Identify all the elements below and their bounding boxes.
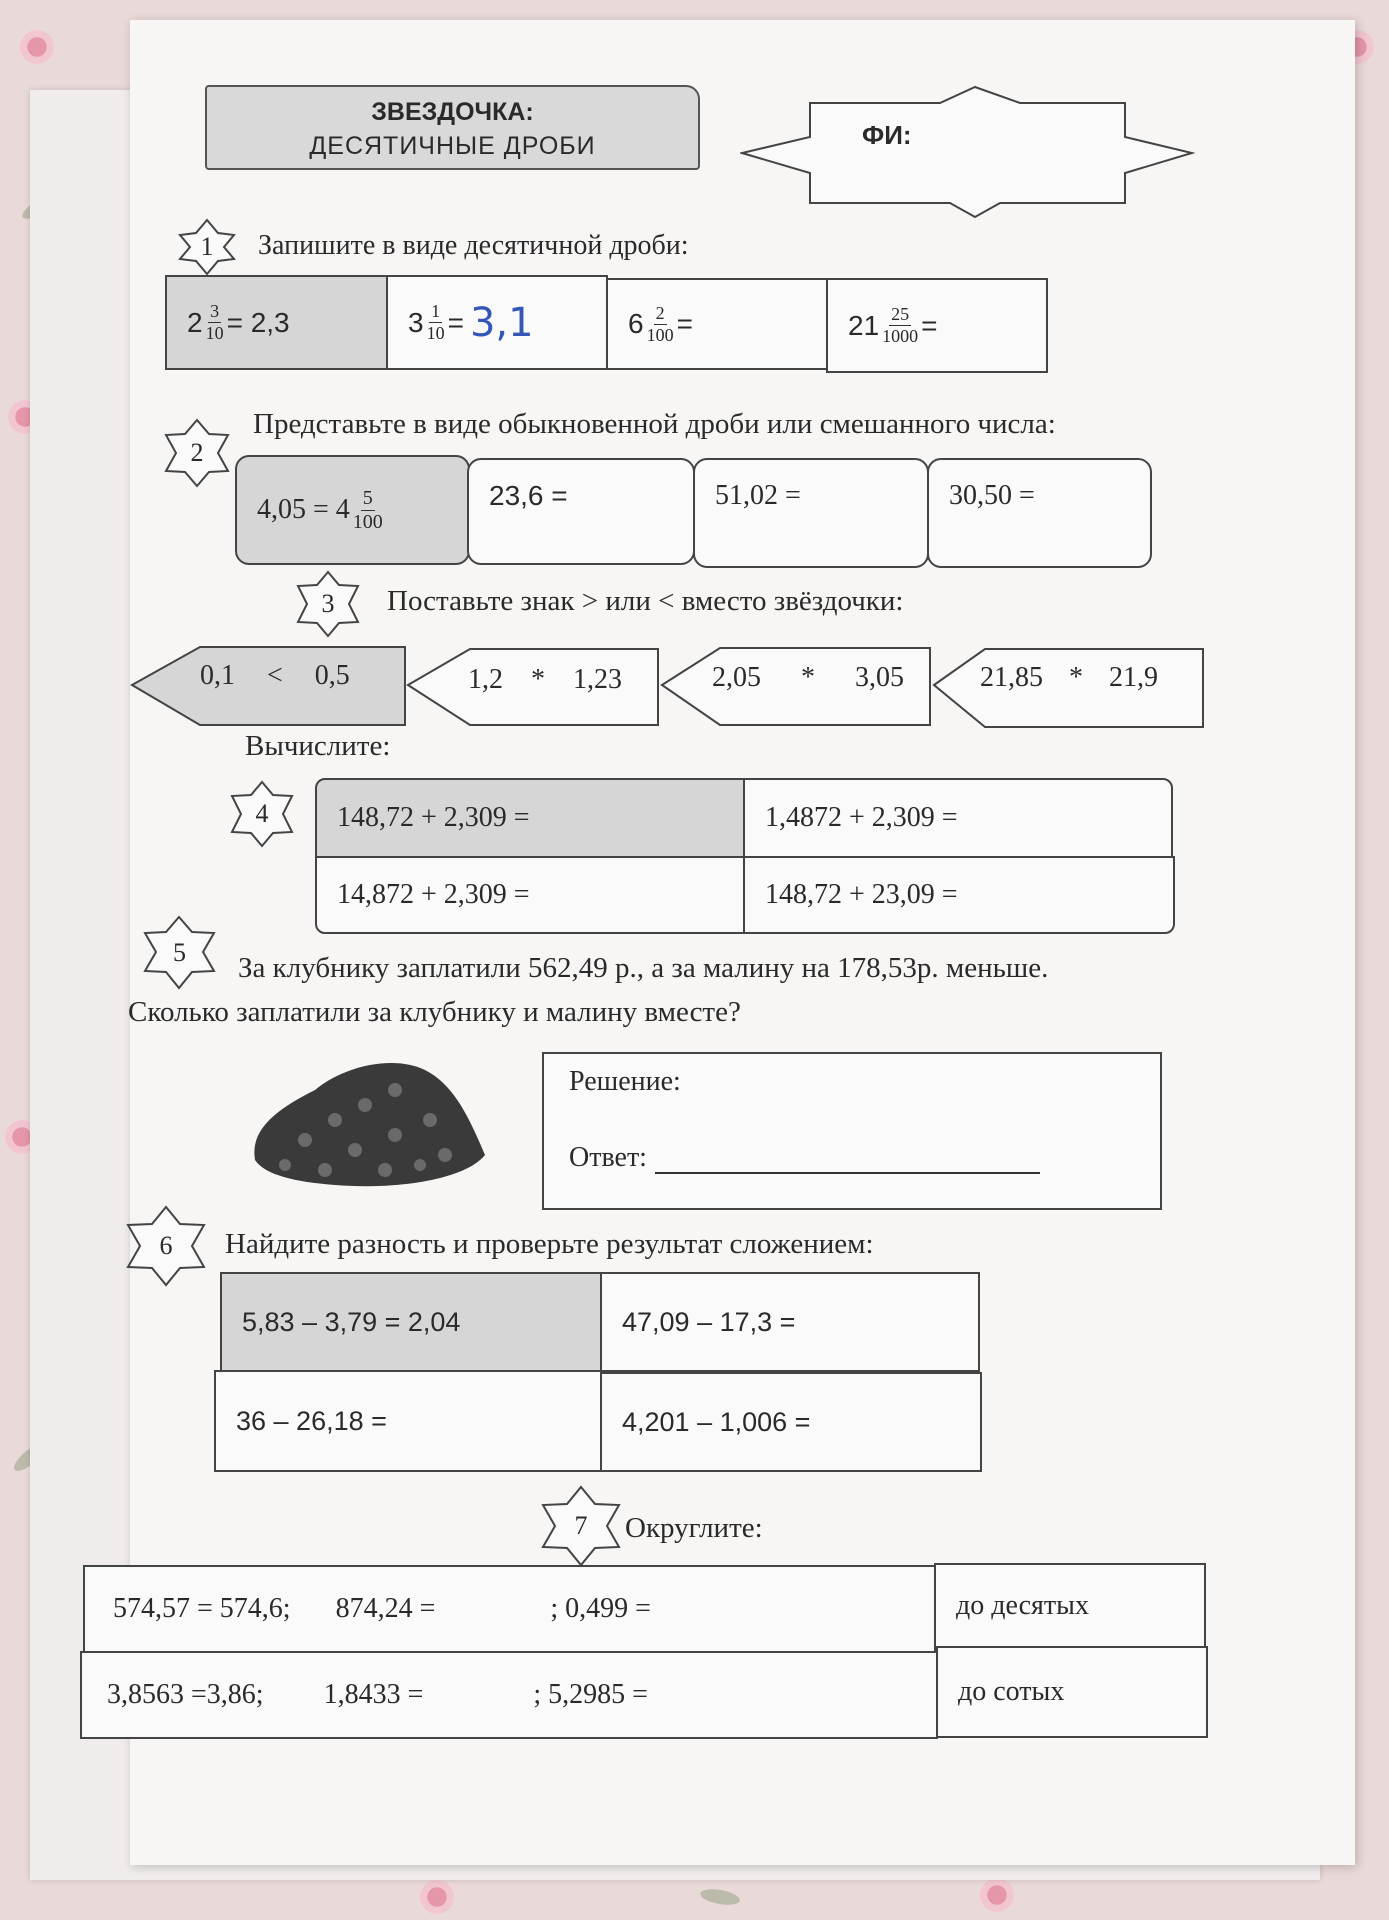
title-banner [205,85,700,170]
task-7-row-1[interactable]: 574,57 = 574,6; 874,24 = ; 0,499 = [83,1565,936,1653]
task-6-example: 5,83 – 3,79 = 2,04 [220,1272,602,1372]
solution-label: Решение: [569,1066,681,1097]
task-7-instruction: Округлите: [625,1512,763,1544]
task-1-badge: 1 [178,218,236,276]
raspberry-pile-image [245,1050,490,1190]
task-6-item-3[interactable]: 4,201 – 1,006 = [600,1372,982,1472]
task-5-solution-box[interactable] [542,1052,1162,1210]
task-4-item-2[interactable]: 14,872 + 2,309 = [315,856,745,934]
task-1-item-4[interactable]: 21 $\frac{25}{1000}$ = [826,278,1048,373]
task-1-example: 2 $\frac{3}{10}$ = 2,3 [165,275,390,370]
task-4-item-1[interactable]: 1,4872 + 2,309 = [743,778,1173,858]
task-3-badge: 3 [294,570,362,638]
task-6-item-1[interactable]: 47,09 – 17,3 = [600,1272,980,1372]
task-2-badge: 2 [162,418,232,488]
task-1-item-3[interactable]: 6 $\frac{2}{100}$ = [606,278,828,370]
task-2-item-2[interactable]: 51,02 = [693,458,929,568]
task-3-item-2[interactable]: 2,05 * 3,05 [712,662,904,693]
answer-line[interactable] [655,1144,1040,1174]
task-2-example: 4,05 = 4 $\frac{5}{100}$ [235,455,470,565]
handwritten-answer: 3,1 [469,299,534,346]
answer-row [569,1142,1040,1174]
title-line-2: ДЕСЯТИЧНЫЕ ДРОБИ [309,132,596,160]
task-3-instruction: Поставьте знак > или < вместо звёздочки: [387,585,904,617]
task-1-instruction: Запишите в виде десятичной дроби: [258,230,689,261]
task-7-mode-2: до сотых [936,1646,1208,1738]
task-5-line-1: За клубнику заплатили 562,49 р., а за малину на 178,53р. меньше. [238,952,1049,984]
task-4-item-3[interactable]: 148,72 + 23,09 = [743,856,1175,934]
task-7-mode-1: до десятых [934,1563,1206,1648]
task-6-badge: 6 [125,1205,207,1287]
task-4-heading: Вычислите: [245,730,391,762]
task-2-instruction: Представьте в виде обыкновенной дроби или смешанного числа: [253,408,1056,440]
task-2-item-1[interactable]: 23,6 = [467,458,695,565]
task-2-item-3[interactable]: 30,50 = [927,458,1152,568]
task-3-item-1[interactable]: 1,2 * 1,23 [468,664,622,695]
task-7-row-2[interactable]: 3,8563 =3,86; 1,8433 = ; 5,2985 = [80,1651,938,1739]
task-4-example: 148,72 + 2,309 = [315,778,745,858]
task-3-example: 0,1 < 0,5 [200,660,350,691]
task-5-badge: 5 [142,915,217,990]
answer-label: Ответ: [569,1142,647,1173]
name-star-shape [740,85,1195,220]
task-7-badge: 7 [540,1485,622,1567]
task-6-instruction: Найдите разность и проверьте результат сложением: [225,1228,874,1260]
task-3-item-3[interactable]: 21,85 * 21,9 [980,662,1158,693]
task-1-item-2[interactable]: 3 $\frac{1}{10}$ = 3,1 [386,275,608,370]
title-line-1: ЗВЕЗДОЧКА: [371,98,534,126]
task-5-line-2: Сколько заплатили за клубнику и малину вместе? [128,996,741,1028]
task-6-item-2[interactable]: 36 – 26,18 = [214,1370,602,1472]
name-label: ФИ: [862,120,912,150]
task-4-badge: 4 [228,780,296,848]
